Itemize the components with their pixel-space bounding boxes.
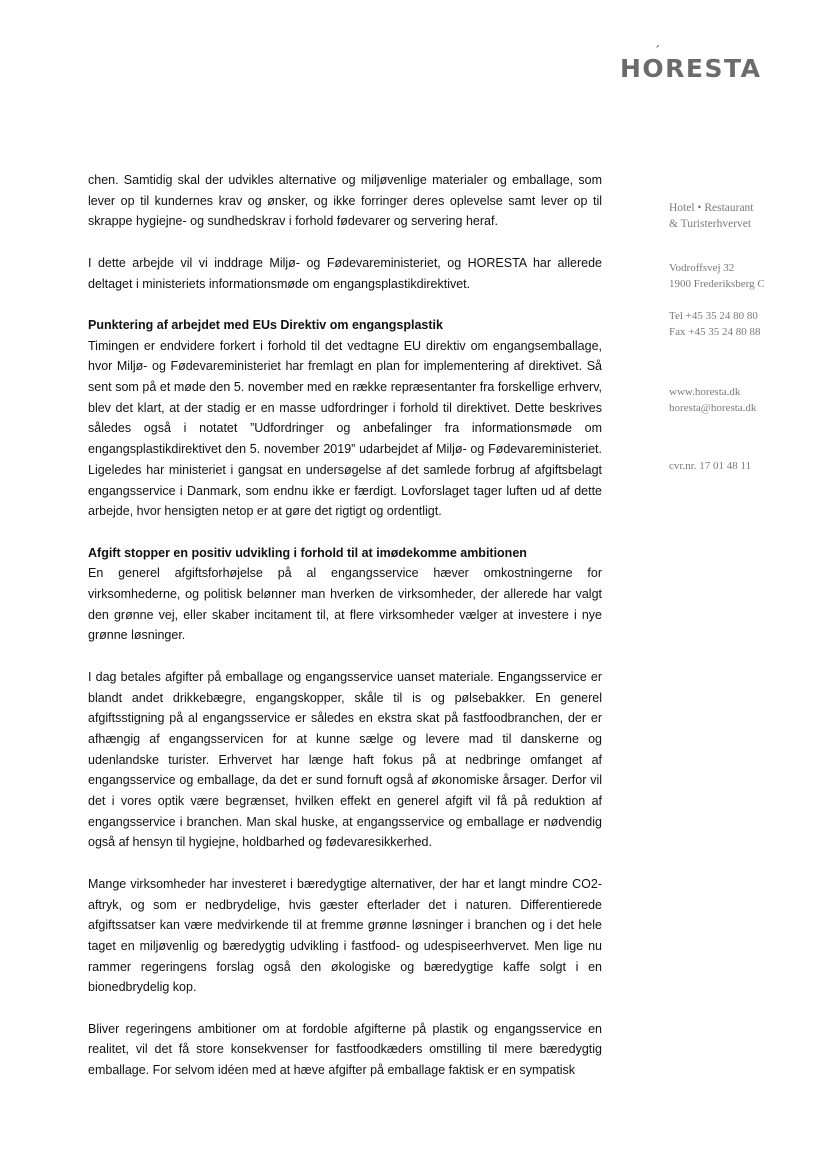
paragraph: Mange virksomheder har investeret i bæredygtige alternativer, der har et langt mindre CO2-aftryk, og som er nedbrydelige, hvis gæster efterlader det i naturen. Differentierede afgiftssatser kan være medvirkende til at fremme grønne løsninger i branchen og i det hele taget en miljøvenlig og bæredygtig udvikling i fastfood- og udespiseerhvervet. Men lige nu rammer regeringens forslag også den økologiske og bæredygtige kaffe solgt i en bionedbrydelig kop. — [88, 876, 602, 995]
email: horesta@horesta.dk — [669, 402, 757, 414]
paragraph: I dette arbejde vil vi inddrage Miljø- og Fødevareministeriet, og HORESTA har allerede deltaget i ministeriets informationsmøde om engangsplastikdirektivet. — [88, 255, 602, 291]
web-block — [669, 384, 756, 416]
paragraph: Timingen er endvidere forkert i forhold til det vedtagne EU direktiv om engangsemballage, hvor Miljø- og Fødevareministeriet har fremlagt en plan for implementering af direktivet. Så sent som på et møde den 5. november med en række repræsentanter fra forskellige erhverv, blev det klart, at der stadig er en masse udfordringer i forhold til direktivet. Dette beskrives således også i notatet ”Udfordringer og anbefalinger fra informationsmøde om engangsplastikdirektivet den 5. november 2019” udarbejdet af Miljø- og Fødevareministeriet. Ligeledes har ministeriet i gangsat en undersøgelse af det samlede forbrug af afgiftsbelagt engangsservice i Danmark, som endnu ikke er færdigt. Lovforslaget tager luften ud af dette arbejde, hvor hensigten netop er at gøre det rigtigt og ordentligt. — [88, 338, 602, 519]
cvr-block — [669, 458, 751, 474]
address-line: Vodroffsvej 32 — [669, 262, 735, 274]
address-line: 1900 Frederiksberg C — [669, 278, 765, 290]
org-line: Hotel • Restaurant — [669, 202, 754, 214]
section-heading: Punktering af arbejdet med EUs Direktiv om engangsplastik — [88, 317, 443, 332]
paragraph: I dag betales afgifter på emballage og engangsservice uanset materiale. Engangsservice er blandt andet drikkebægre, engangskopper, skåle til is og pølsebakker. En generel afgiftsstigning på al engangsservice er således en ekstra skat på fastfoodbranchen, der er afhængig af engangsservicen for at kunne sælge og levere mad til danskerne og udenlandske turister. Erhvervet har længe haft fokus på at nedbringe omfanget af engangsservice og emballage, da det er sund fornuft også af økonomiske årsager. Derfor vil det i vores optik være begrænset, hvilken effekt en generel afgift vil få på reduktion af engangsservice i branchen. Man skal huske, at engangsservice og emballage er nødvendig også af hensyn til hygiejne, holdbarhed og fødevaresikkerhed. — [88, 669, 602, 850]
fax: Fax +45 35 24 80 88 — [669, 326, 761, 338]
org-line: & Turisterhvervet — [669, 218, 752, 230]
website: www.horesta.dk — [669, 386, 741, 398]
section-heading: Afgift stopper en positiv udvikling i forhold til at imødekomme ambitionen — [88, 545, 527, 560]
logo-accent-mark: ´ — [654, 44, 660, 58]
phone-block — [669, 308, 760, 340]
paragraph: chen. Samtidig skal der udvikles alternative og miljøvenlige materialer og emballage, som lever op til kundernes krav og ønsker, og ikke forringer deres oplevelse samt lever op til skrappe hygiejne- og sundhedskrav i forhold fødevarer og servering heraf. — [88, 173, 602, 229]
paragraph: Bliver regeringens ambitioner om at fordoble afgifterne på plastik og engangsservice en realitet, vil det få store konsekvenser for fastfoodkæders omstilling til mere bæredygtig emballage. For selvom idéen med at hæve afgifter på emballage faktisk er en sympatisk — [88, 1021, 602, 1078]
letter-body — [88, 170, 602, 1102]
org-name — [669, 200, 754, 232]
section-punktering — [88, 315, 602, 522]
logo-text: HORESTA — [620, 54, 762, 83]
cvr-number: cvr.nr. 17 01 48 11 — [669, 460, 752, 472]
address — [669, 260, 765, 292]
horesta-logo — [616, 46, 776, 86]
telephone: Tel +45 35 24 80 80 — [669, 310, 758, 322]
section-afgift — [88, 543, 602, 647]
paragraph: En generel afgiftsforhøjelse på al engangsservice hæver omkostningerne for virksomhederne, og politisk belønner man hverken de virksomheder, der allerede har valgt den grønne vej, eller skaber incitament til, at flere virksomheder vælger at investere i nye grønne løsninger. — [88, 566, 602, 643]
